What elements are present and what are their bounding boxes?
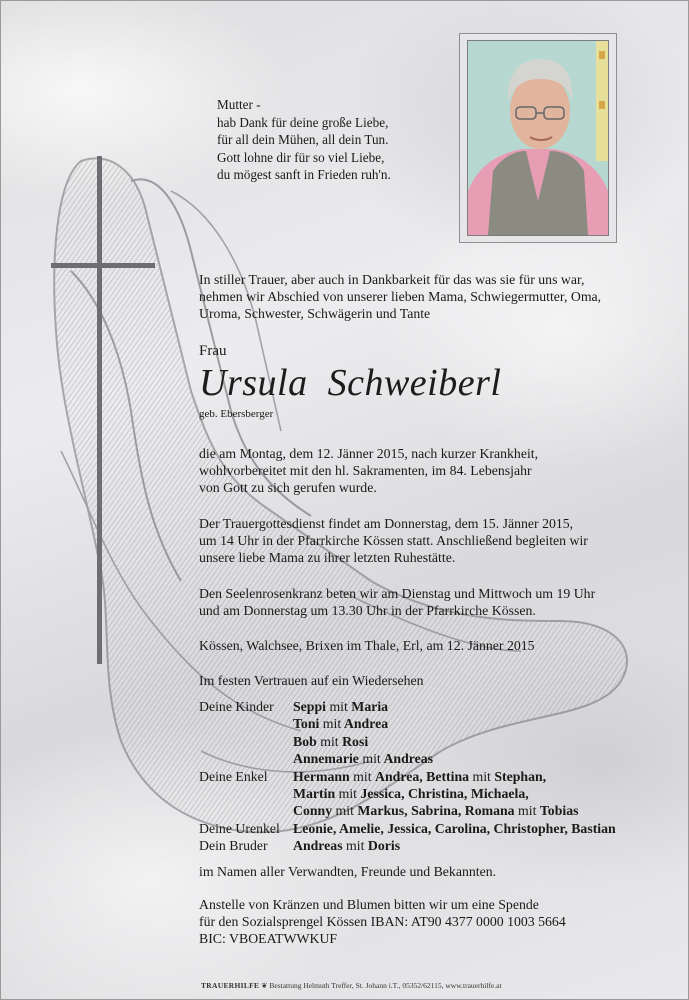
family-label: Dein Bruder	[199, 838, 268, 854]
cross-vertical-bar	[97, 156, 102, 664]
mit-word: mit	[335, 786, 361, 802]
grandchild-name: Jessica, Christina, Michaela,	[360, 786, 529, 802]
donation-text: Anstelle von Kränzen und Blumen bitten wir um eine Spende für den Sozialsprengel Kössen IBAN: AT90 4377 0000 1003 5664 BIC: VBOEATWWKUF	[199, 897, 566, 947]
grandchild-name: Conny	[293, 803, 333, 819]
partner-name: Andrea	[343, 716, 389, 732]
grandchild-name: Hermann	[293, 768, 350, 784]
child-name: Seppi	[293, 699, 326, 714]
grandchildren-line	[293, 785, 578, 802]
footer-brand: TRAUERHILFE	[201, 981, 260, 990]
mit-word: mit	[346, 838, 365, 854]
brother-name: Andreas	[293, 838, 343, 854]
portrait-frame	[459, 33, 617, 243]
rosary-paragraph: Den Seelenrosenkranz beten wir am Dienstag und Mittwoch um 19 Uhr und am Donnerstag um 13.30 Uhr in der Pfarrkirche Kössen.	[199, 586, 596, 619]
grandchild-name: Markus, Sabrina, Romana	[357, 803, 515, 819]
partner-name: Maria	[351, 699, 389, 714]
intro-text: In stiller Trauer, aber auch in Dankbarkeit für das was sie für uns war, nehmen wir Abschied von unserer lieben Mama, Schwiegermutter, Oma, Uroma, Schwester, Schwägerin und Tante	[199, 272, 602, 322]
family-row-great-grandchildren	[199, 820, 616, 837]
grandchildren-line	[293, 768, 578, 785]
mit-word: mit	[514, 803, 540, 819]
grandchildren-names	[293, 768, 578, 820]
partner-name: Doris	[367, 838, 401, 854]
grandchildren-line	[293, 802, 578, 819]
child-name: Toni	[293, 716, 320, 732]
footer	[201, 981, 502, 990]
place-date: Kössen, Walchsee, Brixen im Thale, Erl, am 12. Jänner 2015	[199, 638, 535, 653]
child-name: Annemarie	[293, 751, 359, 767]
child-name: Bob	[293, 733, 317, 749]
family-row-children	[199, 698, 616, 768]
mit-word: mit	[332, 803, 358, 819]
mit-word: mit	[329, 699, 348, 714]
poem: Mutter - hab Dank für deine große Liebe, für all dein Mühen, all dein Tun. Gott lohne dir für so viel Liebe, du mögest sanft in Frieden ruh'n.	[217, 97, 391, 182]
grandchild-name: Stephan,	[494, 768, 547, 784]
cross-horizontal-bar	[51, 263, 155, 268]
portrait-photo	[467, 40, 609, 236]
trust-line: Im festen Vertrauen auf ein Wiedersehen	[199, 673, 424, 688]
relatives-line: im Namen aller Verwandten, Freunde und Bekannten.	[199, 864, 497, 879]
mit-word: mit	[349, 768, 376, 784]
grandchild-name: Andrea, Bettina	[375, 768, 470, 784]
funeral-paragraph: Der Trauergottesdienst findet am Donnerstag, dem 15. Jänner 2015, um 14 Uhr in der Pfarrkirche Kössen statt. Anschließend begleiten wir unsere liebe Mama zu ihrer letzten Ruhestätte.	[199, 516, 588, 566]
family-label: Deine Kinder	[199, 699, 274, 714]
grandchild-name: Martin	[293, 786, 336, 802]
mit-word: mit	[320, 733, 339, 749]
grandchild-name: Tobias	[539, 803, 579, 819]
birth-name: geb. Ebersberger	[199, 408, 274, 420]
family-label: Deine Urenkel	[199, 820, 280, 836]
family-row-brother	[199, 837, 616, 854]
mit-word: mit	[362, 751, 381, 767]
partner-name: Rosi	[342, 733, 369, 749]
salutation: Frau	[199, 343, 227, 359]
mit-word: mit	[469, 768, 495, 784]
family-row-grandchildren	[199, 768, 616, 820]
mit-word: mit	[322, 716, 342, 732]
children-names	[293, 698, 433, 768]
partner-name: Andreas	[383, 751, 434, 767]
death-paragraph: die am Montag, dem 12. Jänner 2015, nach kurzer Krankheit, wohlvorbereitet mit den hl. Sakramenten, im 84. Lebensjahr von Gott zu sich gerufen wurde.	[199, 446, 539, 496]
deceased-name: Ursula Schweiberl	[199, 362, 502, 404]
family-label: Deine Enkel	[199, 768, 268, 784]
great-grandchildren-names: Leonie, Amelie, Jessica, Carolina, Christopher, Bastian	[293, 820, 616, 836]
family-list	[199, 698, 616, 855]
footer-text: Bestattung Helmuth Treffer, St. Johann i.T., 05352/62115, www.trauerhilfe.at	[269, 981, 502, 990]
footer-leaf-icon: ❦	[261, 981, 268, 990]
